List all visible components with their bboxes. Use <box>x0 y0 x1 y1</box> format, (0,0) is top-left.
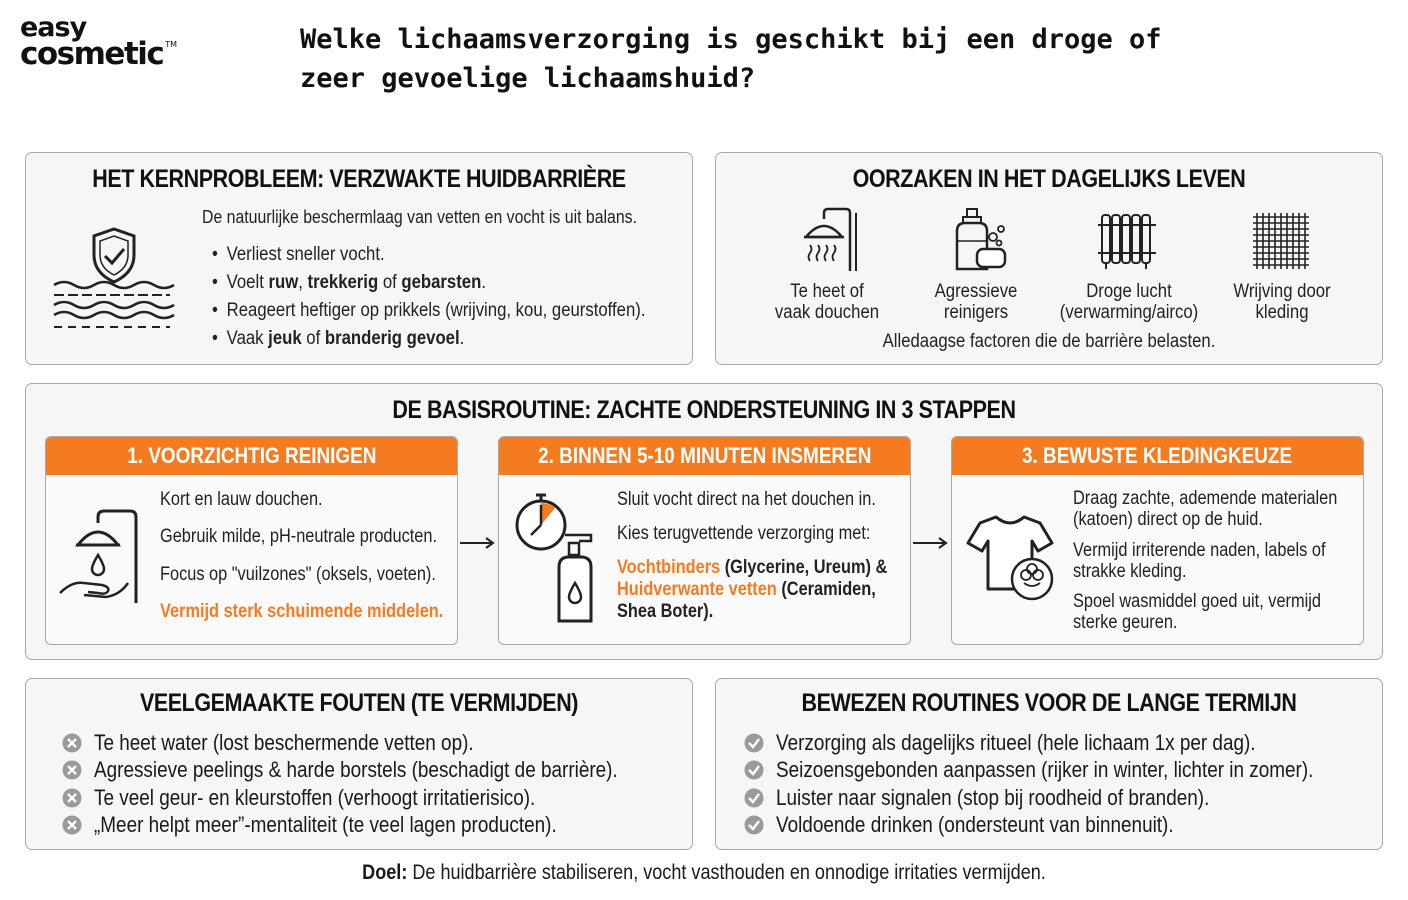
check-circle-icon <box>744 760 764 780</box>
check-circle-icon <box>744 788 764 808</box>
shower-icon <box>794 207 860 273</box>
fabric-icon <box>1249 207 1315 273</box>
bewezen-panel <box>715 678 1383 850</box>
radiator-icon <box>1096 207 1162 273</box>
fouten-list <box>62 729 703 839</box>
kernprobleem-intro: De natuurlijke beschermlaag van vetten en vocht is uit balans. <box>202 207 637 227</box>
step-1-highlight: Vermijd sterk schuimende middelen. <box>160 601 444 622</box>
lotion-pump-icon <box>551 529 601 625</box>
page-title: Welke lichaamsverzorging is geschikt bij een droge of zeer gevoelige lichaamshuid? <box>300 24 1162 94</box>
cause-item <box>1197 207 1367 323</box>
list-item: Seizoensgebonden aanpassen (rijker in winter, lichter in zomer). <box>744 757 1401 785</box>
step-3-line: (katoen) direct op de huid. <box>1073 509 1263 530</box>
brand-logo <box>20 12 180 72</box>
tshirt-cotton-icon <box>966 511 1062 603</box>
step-2-line: Sluit vocht direct na het douchen in. <box>617 489 876 510</box>
cause-label-line2: vaak douchen <box>774 302 880 323</box>
kernprobleem-list <box>212 241 705 353</box>
arrow-right-icon <box>458 536 496 550</box>
x-circle-icon <box>62 733 82 753</box>
check-circle-icon <box>744 815 764 835</box>
cause-label-line2: reinigers <box>943 302 1009 323</box>
list-item: • Reageert heftiger op prikkels (wrijving, kou, geurstoffen). <box>212 297 645 325</box>
cause-label-line1: Wrijving door <box>1233 281 1331 302</box>
step-2-line: Kies terugvettende verzorging met: <box>617 523 871 544</box>
x-circle-icon <box>62 788 82 808</box>
basisroutine-panel <box>25 383 1383 660</box>
list-item: Verzorging als dagelijks ritueel (hele lichaam 1x per dag). <box>744 729 1401 757</box>
arrow-right-icon <box>911 536 949 550</box>
cause-item <box>891 207 1061 323</box>
cause-label-line1: Droge lucht <box>1086 281 1172 302</box>
cause-label-line2: (verwarming/airco) <box>1059 302 1199 323</box>
step-3-line: sterke geuren. <box>1073 612 1178 633</box>
fouten-title: VEELGEMAAKTE FOUTEN (TE VERMIJDEN) <box>139 689 579 717</box>
list-item: • Verliest sneller vocht. <box>212 241 645 269</box>
list-item: Agressieve peelings & harde borstels (beschadigt de barrière). <box>62 757 703 785</box>
shower-hand-icon <box>58 507 144 603</box>
x-circle-icon <box>62 815 82 835</box>
kernprobleem-title: HET KERNPROBLEEM: VERZWAKTE HUIDBARRIÈRE <box>92 165 626 193</box>
cause-item <box>1044 207 1214 323</box>
cause-label-line1: Agressieve <box>934 281 1018 302</box>
check-circle-icon <box>744 733 764 753</box>
kernprobleem-panel <box>25 152 693 365</box>
oorzaken-footer: Alledaagse factoren die de barrière belasten. <box>882 331 1216 352</box>
logo-line-2: cosmetic <box>20 36 164 72</box>
step-3-title: 3. BEWUSTE KLEDINGKEUZE <box>952 437 1363 475</box>
step-1-line: Focus op "vuilzones" (oksels, voeten). <box>160 564 436 585</box>
bewezen-title: BEWEZEN ROUTINES VOOR DE LANGE TERMIJN <box>801 689 1297 717</box>
list-item: • Voelt ruw, trekkerig of gebarsten. <box>212 269 645 297</box>
step-1-card <box>45 436 458 645</box>
cause-item <box>742 207 912 323</box>
list-item: Te veel geur- en kleurstoffen (verhoogt irritatierisico). <box>62 784 703 812</box>
step-3-line: Spoel wasmiddel goed uit, vermijd <box>1073 591 1321 612</box>
step-3-line: Draag zachte, ademende materialen <box>1073 488 1338 509</box>
basisroutine-title: DE BASISROUTINE: ZACHTE ONDERSTEUNING IN 3 STAPPEN <box>392 396 1016 424</box>
list-item: Voldoende drinken (ondersteunt van binnenuit). <box>744 812 1401 840</box>
step-2-line: Vochtbinders (Glycerine, Ureum) & <box>617 557 888 578</box>
list-item: Luister naar signalen (stop bij roodheid of branden). <box>744 784 1401 812</box>
logo-trademark: TM <box>165 40 178 49</box>
step-3-line: Vermijd irriterende naden, labels of <box>1073 540 1326 561</box>
step-1-title: 1. VOORZICHTIG REINIGEN <box>46 437 457 475</box>
cause-label-line1: Te heet of <box>790 281 864 302</box>
step-2-title: 2. BINNEN 5-10 MINUTEN INSMEREN <box>499 437 910 475</box>
step-2-card <box>498 436 911 645</box>
soap-bottle-icon <box>943 207 1009 273</box>
cause-label-line2: kleding <box>1255 302 1309 323</box>
skin-barrier-icon <box>50 223 180 333</box>
list-item: • Vaak jeuk of branderig gevoel. <box>212 325 645 353</box>
logo-line-1: easy <box>20 12 87 43</box>
list-item: „Meer helpt meer”-mentaliteit (te veel lagen producten). <box>62 812 703 840</box>
step-2-line: Shea Boter). <box>617 601 714 622</box>
step-1-line: Kort en lauw douchen. <box>160 489 323 510</box>
goal-statement: Doel: De huidbarrière stabiliseren, vocht vasthouden en onnodige irritaties vermijden. <box>362 861 1046 884</box>
oorzaken-title: OORZAKEN IN HET DAGELIJKS LEVEN <box>852 165 1246 193</box>
list-item: Te heet water (lost beschermende vetten op). <box>62 729 703 757</box>
oorzaken-panel <box>715 152 1383 365</box>
step-3-card <box>951 436 1364 645</box>
step-2-line: Huidverwante vetten (Ceramiden, <box>617 579 876 600</box>
step-3-line: strakke kleding. <box>1073 561 1187 582</box>
step-1-line: Gebruik milde, pH-neutrale producten. <box>160 526 438 547</box>
fouten-panel <box>25 678 693 850</box>
bewezen-list <box>744 729 1401 839</box>
x-circle-icon <box>62 760 82 780</box>
